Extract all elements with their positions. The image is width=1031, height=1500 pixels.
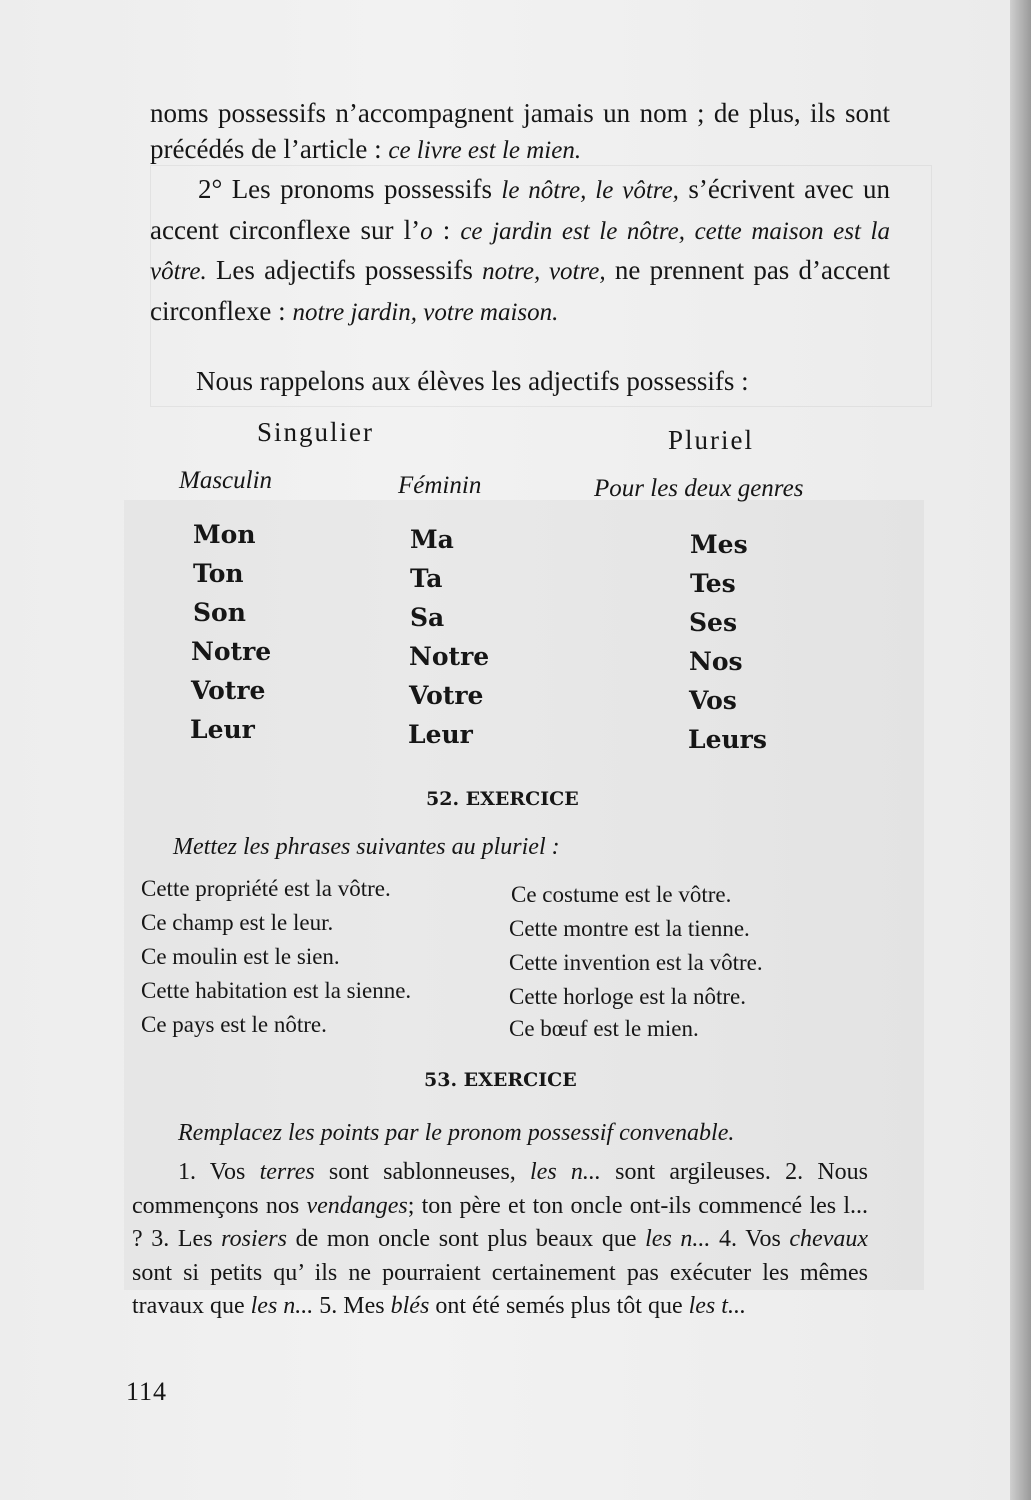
exercise-52-sentence: Cette invention est la vôtre. — [509, 950, 763, 975]
plural-word: Tes — [690, 569, 736, 598]
feminine-word: Ma — [410, 525, 454, 554]
table-heading-singular: Singulier — [257, 417, 374, 447]
exercise-53-title: 53. EXERCICE — [424, 1069, 577, 1091]
exercise-text: ; ton père et ton oncle ont-ils commencé les l... ? — [132, 1192, 868, 1252]
intro-text: : — [432, 214, 461, 245]
intro-example: notre jardin, votre maison. — [292, 298, 559, 326]
column-heading-both-genders: Pour les deux genres — [594, 475, 804, 502]
exercise-52-sentence: Ce costume est le vôtre. — [511, 882, 732, 907]
exercise-text — [710, 1226, 719, 1252]
exercise-italic: les n... — [250, 1293, 314, 1319]
plural-word: Nos — [689, 647, 743, 676]
exercise-text: de mon oncle sont plus beaux que — [286, 1226, 646, 1252]
feminine-word: Notre — [409, 642, 490, 671]
feminine-word: Votre — [409, 681, 484, 710]
exercise-italic: vendanges — [306, 1192, 408, 1219]
exercise-text: sont si petits qu’ ils ne pourraient certainement pas exécuter les mêmes travaux que — [132, 1259, 868, 1319]
page-number: 114 — [126, 1377, 168, 1406]
intro-text: ne prennent pas d’accent circonflexe : — [150, 255, 890, 326]
exercise-53-instruction: Remplacez les points par le pronom possessif convenable. — [178, 1120, 735, 1146]
intro-paragraph-2 — [150, 170, 890, 332]
exercise-52-title: 52. EXERCICE — [426, 788, 579, 810]
exercise-text: 1. Vos — [178, 1159, 260, 1185]
exercise-italic: rosiers — [221, 1226, 287, 1252]
exercise-52-sentence: Ce moulin est le sien. — [141, 944, 340, 969]
intro-example: ce livre est le mien. — [388, 137, 582, 164]
plural-word: Vos — [689, 686, 737, 715]
masculine-word: Son — [193, 598, 246, 627]
exercise-52-sentence: Cette habitation est la sienne. — [141, 978, 412, 1003]
exercise-text: 2. Nous commençons nos — [132, 1159, 868, 1219]
exercise-52-sentence: Cette montre est la tienne. — [509, 916, 750, 941]
feminine-word: Leur — [408, 720, 473, 749]
exercise-italic: les n... — [645, 1226, 711, 1252]
intro-text: s’écrivent avec un accent circonflexe sur l’ — [150, 174, 890, 245]
plural-word: Mes — [690, 530, 748, 559]
intro-text: Les adjectifs possessifs — [206, 255, 483, 285]
column-heading-masculine: Masculin — [179, 467, 273, 494]
exercise-52-instruction: Mettez les phrases suivantes au pluriel : — [173, 834, 560, 860]
exercise-text: 5. Mes — [319, 1293, 391, 1319]
intro-example: ce jardin est le nôtre, cette maison est la vôtre. — [150, 217, 890, 285]
masculine-word: Ton — [193, 559, 244, 588]
table-heading-plural: Pluriel — [668, 425, 754, 455]
masculine-word: Votre — [191, 676, 266, 705]
intro-example: notre, votre, — [482, 258, 606, 285]
exercise-text: ont été semés plus tôt que — [429, 1293, 689, 1319]
exercise-text: 3. Les — [151, 1226, 222, 1252]
plural-word: Ses — [689, 608, 738, 637]
exercise-italic: les n... — [530, 1159, 601, 1185]
column-heading-feminine: Féminin — [398, 472, 482, 499]
masculine-word: Leur — [190, 715, 255, 744]
exercise-52-sentence: Cette horloge est la nôtre. — [509, 984, 746, 1009]
intro-text: 2° Les pronoms possessifs — [198, 174, 502, 204]
exercise-italic: chevaux — [789, 1226, 869, 1252]
exercise-52-sentence: Cette propriété est la vôtre. — [141, 876, 391, 901]
exercise-52-sentence: Ce bœuf est le mien. — [509, 1016, 699, 1041]
exercise-italic: les t... — [688, 1293, 746, 1319]
intro-example: o — [420, 217, 433, 245]
plural-word: Leurs — [688, 725, 767, 754]
masculine-word: Mon — [193, 520, 256, 549]
exercise-52-sentence: Ce champ est le leur. — [141, 910, 334, 935]
exercise-53-text — [132, 1156, 868, 1324]
intro-text: noms possessifs n’accompagnent jamais un nom ; de plus, ils sont précédés de l’article : — [150, 98, 890, 164]
intro-example: le nôtre, le vôtre, — [501, 177, 679, 204]
intro-paragraph-3: Nous rappelons aux élèves les adjectifs possessifs : — [196, 366, 749, 396]
exercise-italic: blés — [390, 1293, 430, 1319]
exercise-text: sont argileuses. — [600, 1159, 786, 1185]
masculine-word: Notre — [191, 637, 272, 666]
book-gutter — [1010, 0, 1031, 1500]
exercise-italic: terres — [259, 1159, 315, 1185]
feminine-word: Ta — [410, 564, 443, 593]
intro-paragraph-1 — [150, 95, 890, 169]
feminine-word: Sa — [410, 603, 445, 632]
exercise-text: sont sablonneuses, — [314, 1159, 531, 1185]
exercise-text: 4. Vos — [719, 1226, 790, 1252]
exercise-52-sentence: Ce pays est le nôtre. — [141, 1012, 327, 1037]
